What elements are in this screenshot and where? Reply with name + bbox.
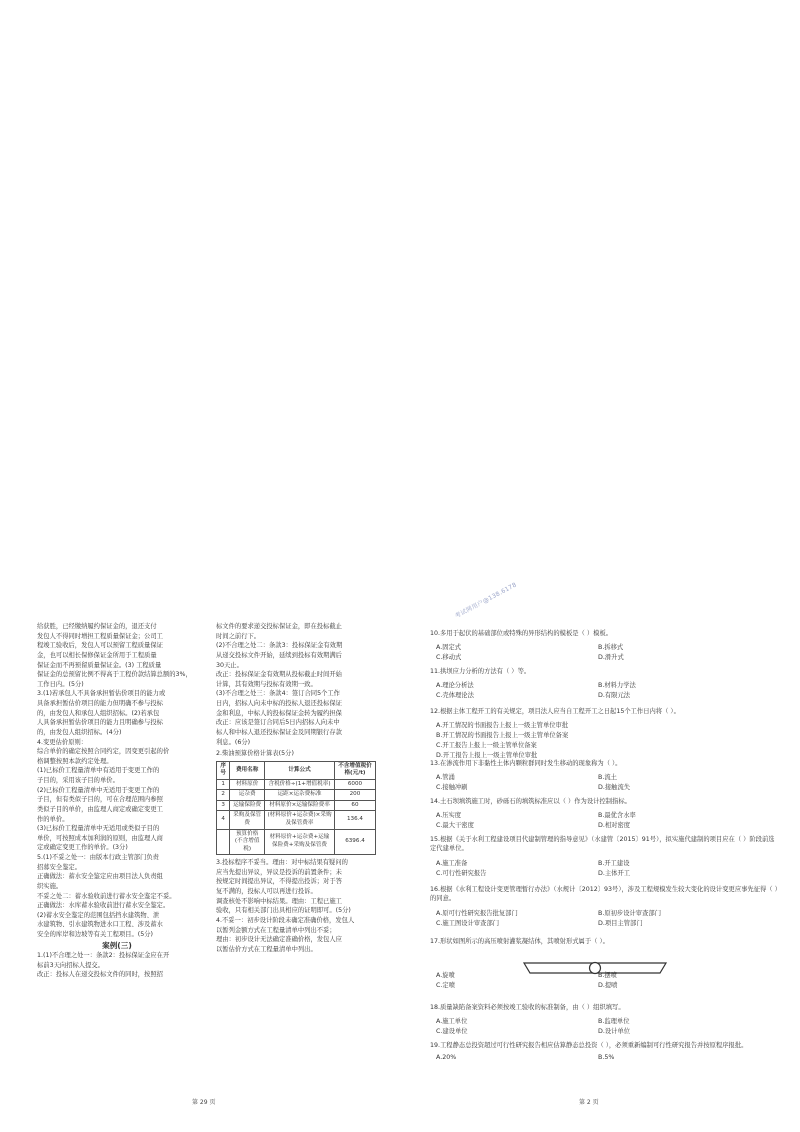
- text-line: 保证金而不再预留质量保证金。(3) 工程质量: [37, 661, 162, 669]
- text-line: (3)不合理之处三：条款4：签订合同5个工作: [216, 690, 340, 698]
- jet-grouting-diagram: [520, 960, 670, 976]
- table-row: [217, 779, 376, 790]
- answer-option[interactable]: B.原初步设计审查部门: [598, 910, 661, 917]
- answer-option[interactable]: B.5%: [598, 1054, 615, 1061]
- answer-option[interactable]: C.施工图设计审查部门: [436, 920, 500, 927]
- text-line: 综合单价的确定按照合同约定，因变更引起的价: [37, 748, 170, 756]
- table-cell: 含税价格÷(1+增值税率): [265, 779, 335, 790]
- answer-option[interactable]: D.设计单位: [598, 1028, 631, 1035]
- text-line: 1.(1)不合理之处一：条款2：投标保证金应在开: [37, 952, 170, 960]
- page-number-right: 第 2 页: [579, 1099, 599, 1106]
- question-stem: 17.形状如图所示的高压喷射灌浆凝结体，其喷射形式属于（ ）。: [430, 938, 609, 945]
- table-row: [217, 790, 376, 801]
- table-caption: 2.柴油预算价格计算表(5分): [216, 750, 294, 758]
- text-line: 时间之前行下。: [216, 632, 261, 640]
- text-line: 验收，只有相关部门出具相应的证明即可。(5分): [216, 907, 351, 915]
- answer-option[interactable]: D.有限元法: [598, 692, 631, 699]
- drill-hole-circle: [590, 963, 601, 974]
- answer-option[interactable]: B.拆移式: [598, 644, 624, 651]
- text-line: 的，由发包人和承包人组织招标。(2)若承包: [37, 709, 160, 717]
- question-stem: 11.拱坝应力分析的方法有（ ）等。: [430, 668, 531, 675]
- answer-option[interactable]: A.20%: [436, 1054, 457, 1061]
- answer-option[interactable]: A.理论分析法: [436, 682, 474, 689]
- answer-option[interactable]: D.项目主管部门: [598, 920, 643, 927]
- answer-option[interactable]: D.滑升式: [598, 654, 624, 661]
- table-cell: 材料原价+运杂费+运输保险费+采购及保管费: [265, 829, 335, 855]
- answer-option[interactable]: C.接触冲刷: [436, 784, 468, 791]
- text-line: (2)不合理之处二：条款3：投标保证金有效期: [216, 642, 343, 650]
- table-cell: 材料原价×运输保险费率: [265, 800, 335, 811]
- answer-option[interactable]: A.旋喷: [436, 972, 455, 979]
- text-line: 复不满的，投标人可以再进行投诉。: [216, 888, 317, 896]
- table-row: [217, 811, 376, 829]
- text-line: 标人和中标人退还投标保证金及同期银行存款: [216, 728, 342, 736]
- text-line: 3.(1)若承包人不具备承担暂估价项目的能力或: [37, 690, 166, 698]
- text-line: 金和利息，中标人的投标保证金转为履约担保: [216, 709, 342, 717]
- text-line: 发包人不得同时增担工程质量保证金；公司工: [37, 632, 163, 640]
- text-line: (3)已标价工程量清单中无适用或类似子目的: [37, 825, 160, 833]
- answer-option[interactable]: D.相对密度: [598, 822, 631, 829]
- text-line: 从递交投标文件开始，延续到投标有效期满后: [216, 651, 342, 659]
- answer-option[interactable]: A.开工情况的书面报告上报上一级主管单位审批: [436, 722, 569, 729]
- text-line: 应当先提出异议，异议是投诉的前置条件；未: [216, 868, 342, 876]
- text-line: 招募安全鉴定。: [37, 863, 82, 871]
- table-cell: 60: [334, 800, 375, 811]
- table-cell: 材料原价: [230, 779, 265, 790]
- answer-option[interactable]: C.定喷: [436, 982, 455, 989]
- answer-option[interactable]: A.管涌: [436, 774, 455, 781]
- text-line: (2)蓄水安全鉴定的范围包括挡水建筑物、泄: [37, 911, 160, 919]
- answer-option[interactable]: D.主体开工: [598, 870, 631, 877]
- text-line: 程竣工验收后，发包人可以预留工程质量保证: [37, 642, 163, 650]
- answer-option[interactable]: A.原可行性研究报告批复部门: [436, 910, 518, 917]
- answer-option[interactable]: A.固定式: [436, 644, 462, 651]
- table-cell: (材料原价+运杂费)×采购及保管费率: [265, 811, 335, 829]
- table-cell: 运杂费: [230, 790, 265, 801]
- answer-option[interactable]: C.移动式: [436, 654, 462, 661]
- answer-option[interactable]: C.开工报告上报上一级主管单位备案: [436, 742, 537, 749]
- text-line: 安全的库岸和边坡等有关工程项目。(5分): [37, 931, 153, 938]
- text-line: 理由：初步设计无法确定准确价格，发包人应: [216, 936, 342, 944]
- table-cell: 3: [217, 800, 230, 811]
- text-line: 计算，其有效期与投标有效期一致。: [216, 680, 317, 688]
- answer-option[interactable]: C.最大干密度: [436, 822, 474, 829]
- question-stem: 19.工程静态总投资超过可行性研究报告相应估算静态总投资（ ），必须重新编制可行性研究报告并按原程序报批。: [430, 1042, 748, 1049]
- answer-option[interactable]: C.可行性研究报告: [436, 870, 487, 877]
- text-line: 给获胜，已经缴纳履约保证金的，退还支付: [37, 623, 157, 630]
- question-stem: 14.土石坝填筑施工时，砂砾石的填筑标准应以（ ）作为设计控制指标。: [430, 798, 631, 805]
- text-line: 作的单价。: [37, 815, 69, 823]
- answer-option[interactable]: C.建设单位: [436, 1028, 468, 1035]
- table-cell: 预算价格(不含增值税): [230, 829, 265, 855]
- table-cell: 运距×运杂费标准: [265, 790, 335, 801]
- answer-option[interactable]: D.提喷: [598, 982, 618, 989]
- text-line: 不妥之处二：蓄水验收前进行蓄水安全鉴定不妥。: [37, 892, 176, 900]
- table-cell: 200: [334, 790, 375, 801]
- text-line: 具备承担暂估价项目的能力但明确不参与投标: [37, 700, 163, 707]
- answer-option[interactable]: A.施工单位: [436, 1018, 468, 1025]
- text-line: 4.不妥一：初步设计阶段未确定准确价格，发包人: [216, 916, 355, 924]
- table-cell: 2: [217, 790, 230, 801]
- text-line: 标前3天向招标人提交。: [37, 961, 104, 969]
- table-cell: [217, 829, 230, 855]
- table-header-cell: 费用名称: [230, 761, 265, 779]
- text-line: 改正：应该是签订合同后5日内招标人向未中: [216, 719, 340, 727]
- text-line: 定或确定变更工作的单价。(3分): [37, 844, 128, 852]
- table-header-cell: 序号: [217, 761, 230, 779]
- table-header-cell: 不含增值税价格(元/t): [334, 761, 375, 779]
- text-line: 以暂列金额方式在工程量清单中列出不妥；: [216, 926, 336, 934]
- table-cell: 6000: [334, 779, 375, 790]
- text-line: 子目的，采用该子目的单价。: [37, 777, 119, 784]
- answer-option[interactable]: B.最优含水率: [598, 812, 636, 819]
- left-column-1: [37, 622, 197, 980]
- table-header-cell: 计算公式: [265, 761, 335, 779]
- text-line: 4.变更估价原则：: [37, 738, 88, 746]
- question-stem: 16.根据《水利工程设计变更管理暂行办法》（水规计〔2012〕93号），涉及工程规模发生较大变化的设计变更应事先征得（ ）的同意。: [430, 886, 778, 902]
- table-cell: 136.4: [334, 811, 375, 829]
- text-line: 子目，但有类似子目的，可在合理范围内参照: [37, 796, 163, 804]
- text-line: 正确做法：蓄水安全鉴定应由项目法人负责组: [37, 873, 163, 881]
- text-line: 金，也可以相长保修保证金所用于工程质量: [37, 651, 157, 659]
- question-stem: 18.质量缺陷备案资料必须按竣工验收的标准制备，由（ ）组织填写。: [430, 1004, 625, 1011]
- answer-option[interactable]: B.摆喷: [598, 972, 617, 979]
- answer-option[interactable]: B.流土: [598, 774, 617, 781]
- text-line: 利息。(6分): [216, 738, 251, 746]
- text-line: 的，由发包人组织招标。(4分): [37, 728, 122, 736]
- text-line: 调查核处不影响中标结果。理由：工程已施工: [216, 897, 342, 905]
- answer-option[interactable]: A.压实度: [436, 812, 462, 819]
- question-stem: 12.根据主体工程开工的有关规定，项目法人应当自工程开工之日起15个工作日内将（ ）。: [430, 708, 680, 715]
- table-row: [217, 800, 376, 811]
- text-line: 正确做法：水库蓄水验收前进行蓄水安全鉴定。: [37, 902, 170, 910]
- table-row: [217, 829, 376, 855]
- text-line: (2)已标价工程量清单中无适用于变更工作的: [37, 786, 160, 794]
- watermark: 考试网用户@138.6178: [453, 581, 519, 620]
- text-line: 改正：投标保证金有效期从投标截止时间开始: [216, 671, 342, 679]
- answer-option[interactable]: B.材料力学法: [598, 682, 636, 689]
- text-line: 织实施。: [37, 882, 63, 890]
- case-title: 案例(三): [102, 940, 132, 950]
- text-line: 以暂估价方式在工程量清单中列出。: [216, 945, 317, 953]
- table-cell: 4: [217, 811, 230, 829]
- answer-option[interactable]: A.施工准备: [436, 860, 468, 867]
- text-line: 人具备承担暂估价项目的能力且明确参与投标: [37, 719, 163, 727]
- answer-option[interactable]: D.接触流失: [598, 784, 631, 791]
- text-line: 改正：投标人在递交投标文件的同时，按照招: [37, 971, 163, 979]
- text-line: 工作日内。(5分): [37, 680, 84, 688]
- table-cell: 6396.4: [334, 829, 375, 855]
- text-line: 保证金的总预留比例不得高于工程价款结算总额的3%，: [37, 671, 192, 679]
- question-stem: 10.多用于起伏的基础部位或特殊的异形结构的模板是（ ）模板。: [430, 630, 613, 637]
- text-line: 水建筑物、引水建筑物进水口工程、涉及蓄水: [37, 921, 163, 929]
- text-line: 单价，可按照成本加利润的原则，由监理人商: [37, 834, 163, 842]
- table-cell: 采购及保管费: [230, 811, 265, 829]
- answer-option[interactable]: B.开工情况的书面报告上报上一级主管单位备案: [436, 732, 569, 739]
- diesel-price-table: [216, 761, 376, 855]
- text-line: 3.投标程序不妥当。理由：对中标结果有疑问的: [216, 859, 348, 867]
- question-stem: 13.在渗流作用下非黏性土体内颗粒群同时发生移动的现象称为（ ）。: [430, 760, 622, 767]
- answer-option[interactable]: B.开工建设: [598, 860, 630, 867]
- text-line: 5.(1)不妥之处一：由版本行政主管部门负责: [37, 854, 159, 861]
- text-line: 30天止。: [216, 661, 243, 669]
- text-line: 按规定时间提出异议，不得提出投诉；对于答: [216, 878, 342, 886]
- text-line: 日内，招标人向未中标的投标人退还投标保证: [216, 700, 342, 707]
- text-line: 类似子目的单价，由监理人商定或确定变更工: [37, 805, 163, 813]
- answer-option[interactable]: D.开工报告上报上一级主管单位审批: [436, 752, 538, 759]
- table-cell: 运输保险费: [230, 800, 265, 811]
- question-stem: 15.根据《关于水利工程建设项目代建制管理的指导意见》（水建管〔2015〕91号），拟实施代建制的项目应在（ ）阶段前选定代建单位。: [430, 836, 775, 852]
- page-number-left: 第 29 页: [192, 1099, 216, 1106]
- table-cell: 1: [217, 779, 230, 790]
- answer-option[interactable]: C.壳体理论法: [436, 692, 474, 699]
- text-line: (1)已标价工程量清单中有适用于变更工作的: [37, 767, 160, 775]
- left-column-2: [216, 622, 379, 954]
- answer-option[interactable]: B.监理单位: [598, 1018, 630, 1025]
- text-line: 格调整按照本款约定处理。: [37, 757, 113, 765]
- text-line: 标文件的要求递交投标保证金，即在投标截止: [216, 623, 342, 630]
